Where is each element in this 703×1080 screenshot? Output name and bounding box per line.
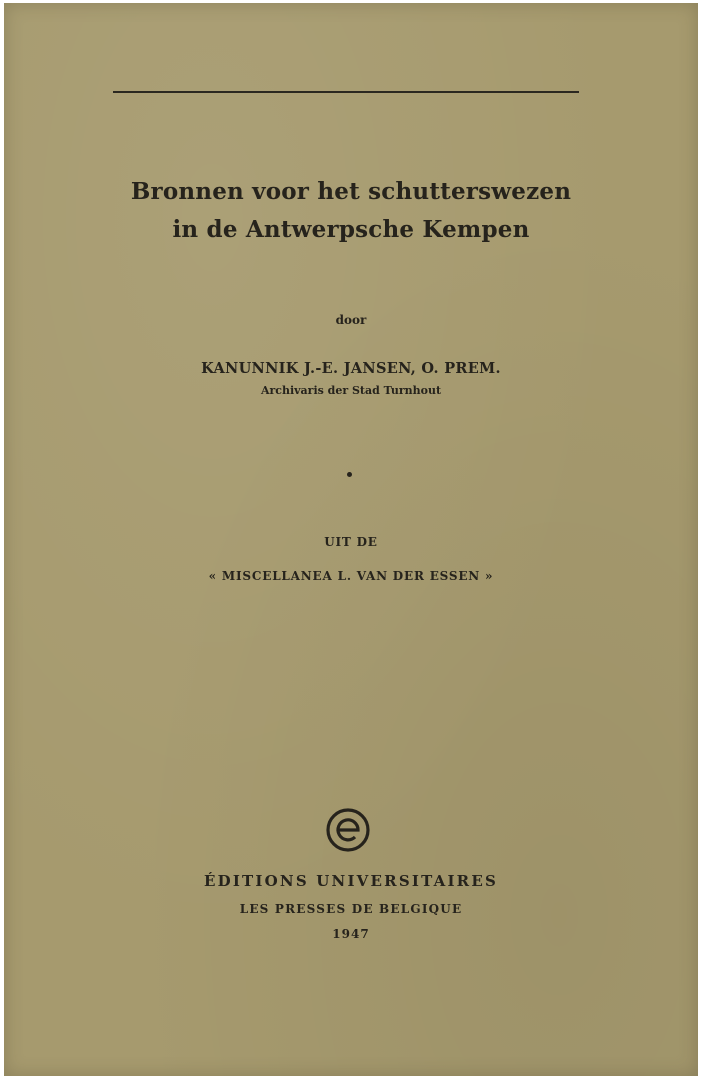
publisher-e-logo-icon (324, 806, 372, 854)
publication-year: 1947 (332, 927, 370, 941)
separator-dot (347, 472, 352, 477)
source-line-2: « MISCELLANEA L. VAN DER ESSEN » (208, 569, 494, 583)
author-role: Archivaris der Stad Turnhout (260, 384, 442, 397)
source-line-1: UIT DE (324, 535, 378, 549)
title-line-2: in de Antwerpsche Kempen (172, 216, 530, 243)
top-rule (113, 91, 579, 93)
by-label: door (335, 313, 367, 327)
book-cover (4, 3, 698, 1076)
publisher-subtitle: LES PRESSES DE BELGIQUE (239, 902, 463, 916)
publisher-name: ÉDITIONS UNIVERSITAIRES (204, 872, 498, 890)
author-name: KANUNNIK J.-E. JANSEN, O. PREM. (201, 360, 501, 377)
title-line-1: Bronnen voor het schutterswezen (130, 178, 572, 205)
